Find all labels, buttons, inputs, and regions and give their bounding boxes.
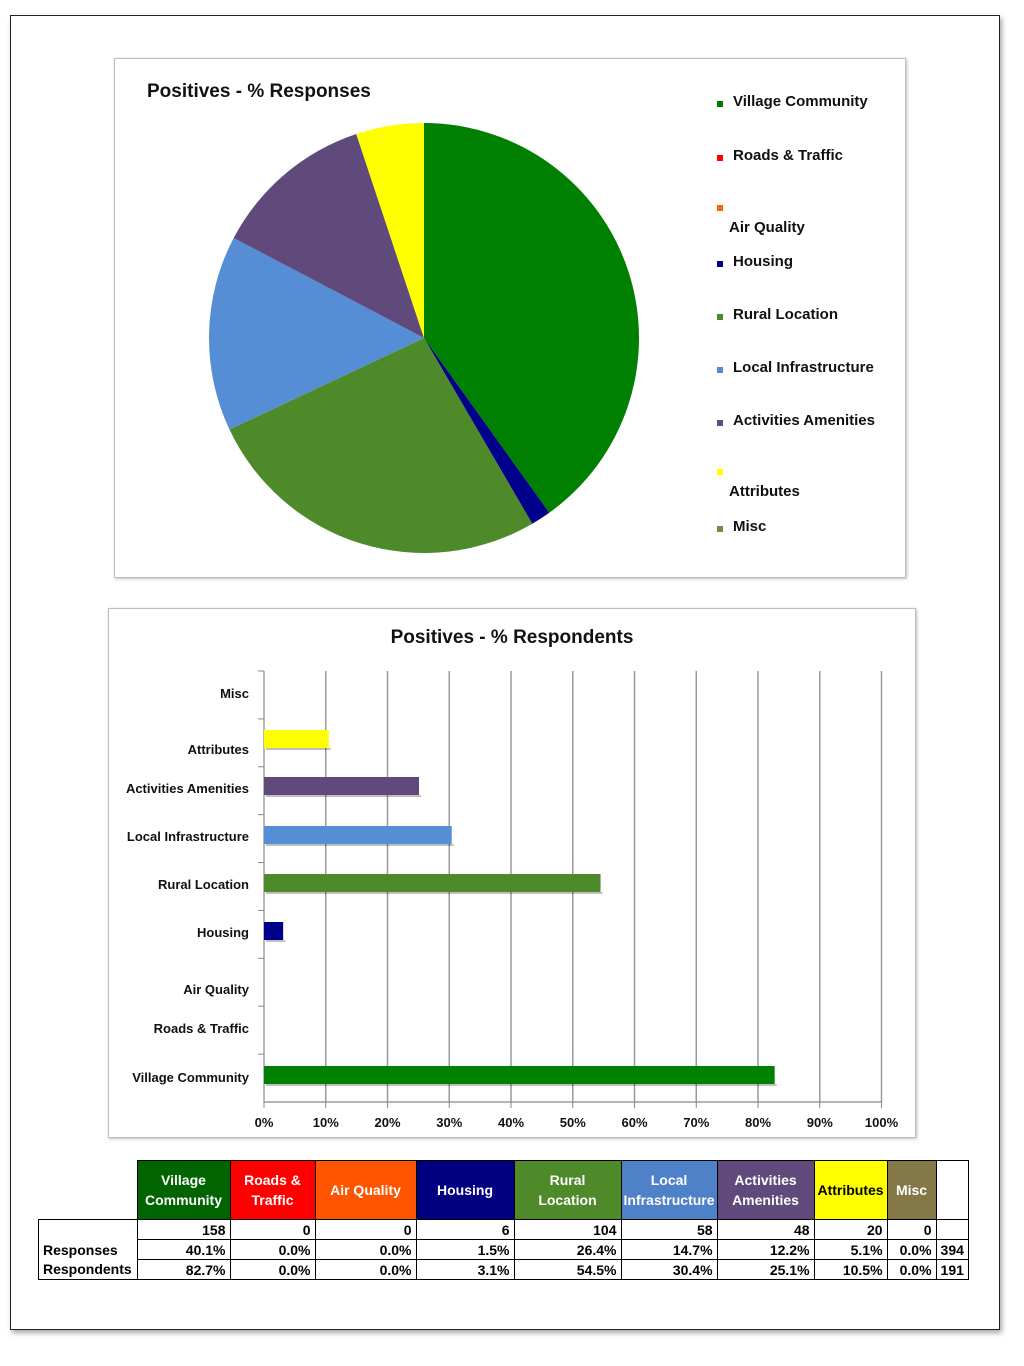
bar-rural-location <box>264 874 601 892</box>
legend-swatch-air-quality <box>717 205 723 211</box>
legend-swatch-rural-location <box>717 314 723 320</box>
x-tick-label: 20% <box>374 1115 401 1130</box>
table-cell: 0.0% <box>230 1240 315 1260</box>
table-total-cell: 191 <box>936 1260 968 1280</box>
table-header-total-blank <box>936 1161 968 1220</box>
y-tick-label-local-infrastructure: Local Infrastructure <box>126 829 249 844</box>
bar-shadow-activities-amenities <box>266 795 421 797</box>
legend-label-roads-and-traffic: Roads & Traffic <box>733 147 844 164</box>
table-header-village-community <box>137 1161 230 1220</box>
table-cell: 0 <box>887 1220 936 1240</box>
table-cell: 5.1% <box>814 1240 887 1260</box>
y-tick-label-attributes: Attributes <box>187 742 249 757</box>
legend-label-rural-location: Rural Location <box>733 306 839 323</box>
table-cell: 1.5% <box>416 1240 514 1260</box>
x-tick-label: 60% <box>621 1115 648 1130</box>
x-tick-label: 90% <box>806 1115 833 1130</box>
table-header-line: Local <box>650 1172 688 1188</box>
legend-label-housing: Housing <box>733 253 793 270</box>
bar-village-community <box>264 1066 775 1084</box>
bar-activities-amenities <box>264 777 419 795</box>
legend-label-misc: Misc <box>733 518 767 535</box>
table-cell: 0 <box>230 1220 315 1240</box>
table-cell: 26.4% <box>514 1240 621 1260</box>
bar-chart-panel <box>108 608 916 1138</box>
table-header-line: Infrastructure <box>623 1192 715 1208</box>
table-header-line: Housing <box>437 1182 493 1198</box>
table-cell: 48 <box>717 1220 814 1240</box>
table-cell: 0 <box>315 1220 416 1240</box>
y-tick-label-rural-location: Rural Location <box>157 877 249 892</box>
table-row <box>39 1260 969 1280</box>
table-cell: 0.0% <box>230 1260 315 1280</box>
table-cell: 104 <box>514 1220 621 1240</box>
x-tick-label: 80% <box>744 1115 772 1130</box>
legend-swatch-local-infrastructure <box>717 367 723 373</box>
table-header-line: Traffic <box>251 1192 294 1208</box>
bar-shadow-local-infrastructure <box>266 844 454 846</box>
bar-shadow-rural-location <box>266 892 603 894</box>
table-cell: 0.0% <box>887 1260 936 1280</box>
x-tick-label: 30% <box>436 1115 463 1130</box>
legend-label-attributes: Attributes <box>729 483 800 500</box>
table-cell: 3.1% <box>416 1260 514 1280</box>
table-header-line: Amenities <box>732 1192 799 1208</box>
table-header-misc <box>887 1161 936 1220</box>
table-cell: 6 <box>416 1220 514 1240</box>
table-header-local-infrastructure <box>621 1161 717 1220</box>
legend-label-local-infrastructure: Local Infrastructure <box>733 359 874 376</box>
x-tick-label: 10% <box>312 1115 339 1130</box>
legend-swatch-roads-and-traffic <box>717 155 723 161</box>
table-header-line: Misc <box>895 1182 928 1198</box>
y-tick-label-roads-and-traffic: Roads & Traffic <box>153 1021 249 1036</box>
bar-attributes <box>264 730 329 748</box>
table-cell: 0.0% <box>315 1240 416 1260</box>
table-header-line: Activities <box>734 1172 797 1188</box>
y-tick-label-activities-amenities: Activities Amenities <box>125 781 249 796</box>
table-header-line: Roads & <box>244 1172 301 1188</box>
table-cell: 158 <box>137 1220 230 1240</box>
table-cell: 12.2% <box>717 1240 814 1260</box>
table-cell: 10.5% <box>814 1260 887 1280</box>
table-header-line: Community <box>145 1192 222 1208</box>
table-cell: 54.5% <box>514 1260 621 1280</box>
table-header-row <box>39 1161 969 1220</box>
legend-swatch-village-community <box>717 101 723 107</box>
legend-swatch-activities-amenities <box>717 420 723 426</box>
legend-swatch-misc <box>717 526 723 532</box>
document-page <box>10 15 1000 1330</box>
table-header-line: Village <box>161 1172 206 1188</box>
x-tick-label: 100% <box>864 1115 899 1130</box>
y-tick-label-air-quality: Air Quality <box>183 982 249 997</box>
table-cell: 0.0% <box>887 1240 936 1260</box>
table-corner-blank <box>39 1161 138 1220</box>
bar-shadow-village-community <box>266 1084 777 1086</box>
table-cell: 0.0% <box>315 1260 416 1280</box>
table-row-label: Respondents <box>39 1260 138 1280</box>
data-table <box>38 1160 969 1280</box>
pie-chart-title: Positives - % Responses <box>147 81 371 102</box>
bar-shadow-housing <box>266 940 285 942</box>
table-cell: 20 <box>814 1220 887 1240</box>
bar-local-infrastructure <box>264 826 452 844</box>
table-row <box>39 1220 969 1240</box>
table-header-line: Location <box>538 1192 597 1208</box>
table-header-air-quality <box>315 1161 416 1220</box>
legend-swatch-housing <box>717 261 723 267</box>
legend-swatch-attributes <box>717 469 723 475</box>
table-header-line: Air Quality <box>330 1182 401 1198</box>
table-row-label: Responses <box>39 1240 138 1260</box>
table-row-label <box>39 1220 138 1240</box>
table-header-roads-and-traffic <box>230 1161 315 1220</box>
legend-label-activities-amenities: Activities Amenities <box>733 412 875 429</box>
table-header-line: Rural <box>549 1172 586 1188</box>
x-tick-label: 50% <box>559 1115 586 1130</box>
table-cell: 30.4% <box>621 1260 717 1280</box>
x-tick-label: 70% <box>683 1115 710 1130</box>
table-header-rural-location <box>514 1161 621 1220</box>
table-cell: 82.7% <box>137 1260 230 1280</box>
table-row <box>39 1240 969 1260</box>
bar-shadow-attributes <box>266 748 331 750</box>
table-header-activities-amenities <box>717 1161 814 1220</box>
bar-chart <box>109 609 915 1137</box>
x-tick-label: 0% <box>254 1115 274 1130</box>
y-tick-label-housing: Housing <box>197 925 249 940</box>
y-tick-label-village-community: Village Community <box>132 1070 249 1085</box>
table-cell: 58 <box>621 1220 717 1240</box>
table-body <box>39 1220 969 1280</box>
table-cell: 25.1% <box>717 1260 814 1280</box>
table-header-housing <box>416 1161 514 1220</box>
x-tick-label: 40% <box>497 1115 525 1130</box>
legend-label-village-community: Village Community <box>733 93 868 110</box>
table-cell: 14.7% <box>621 1240 717 1260</box>
legend-label-air-quality: Air Quality <box>729 219 805 236</box>
table-header-attributes <box>814 1161 887 1220</box>
table-header-line: Attributes <box>817 1182 884 1198</box>
bar-chart-title: Positives - % Respondents <box>390 627 634 648</box>
pie-chart-panel <box>114 58 906 578</box>
table-total-cell <box>936 1220 968 1240</box>
table-total-cell: 394 <box>936 1240 968 1260</box>
y-tick-label-misc: Misc <box>220 686 249 701</box>
bar-housing <box>264 922 283 940</box>
table-cell: 40.1% <box>137 1240 230 1260</box>
